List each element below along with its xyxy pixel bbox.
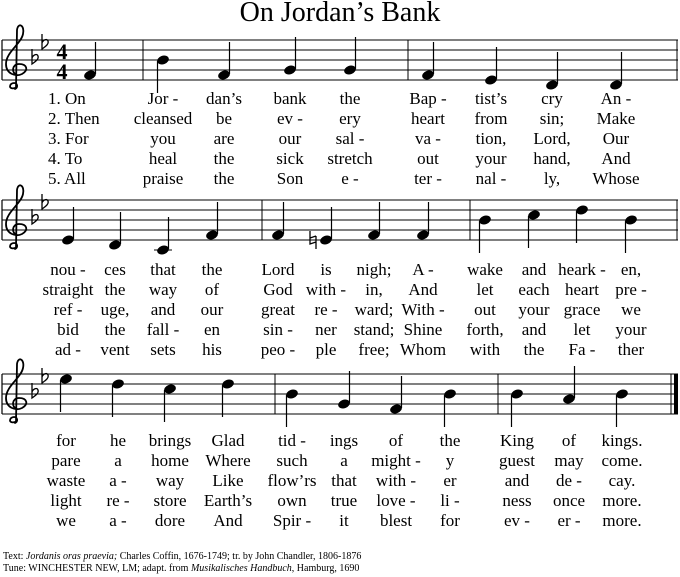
lyric-line [0, 90, 680, 108]
lyric-line [0, 301, 680, 319]
lyric-syllable: waste [46, 471, 86, 490]
lyric-syllable: light [50, 491, 82, 510]
lyric-syllable: heark - [558, 260, 606, 279]
lyric-syllable: he [109, 431, 127, 450]
lyric-syllable: and [521, 320, 547, 339]
lyric-syllable: er - [557, 511, 581, 530]
lyric-syllable: And [408, 280, 438, 299]
lyric-line [0, 341, 680, 359]
lyric-syllable: grace [563, 300, 601, 319]
lyric-syllable: in, [365, 280, 383, 299]
lyric-line [0, 130, 680, 148]
lyric-syllable: a [340, 451, 348, 470]
lyric-syllable: 4. To [48, 149, 83, 168]
lyric-syllable: your [475, 149, 507, 168]
lyric-syllable: great [261, 300, 295, 319]
lyric-syllable: once [552, 491, 586, 510]
lyric-syllable: er [443, 471, 457, 490]
lyric-syllable: a - [109, 511, 127, 530]
lyric-syllable: de - [556, 471, 582, 490]
lyric-syllable: ev - [277, 109, 303, 128]
lyric-syllable: of [388, 431, 404, 450]
lyric-syllable: Jor - [147, 89, 179, 108]
lyric-syllable: ner [315, 320, 337, 339]
lyric-syllable: that [331, 471, 357, 490]
lyric-syllable: 5. All [48, 169, 86, 188]
lyric-syllable: 3. For [48, 129, 89, 148]
lyric-syllable: our [278, 129, 302, 148]
lyric-syllable: pre - [615, 280, 647, 299]
lyric-syllable: the [439, 431, 461, 450]
lyric-syllable: Spir - [272, 511, 312, 530]
lyric-syllable: ple [315, 340, 337, 359]
lyric-syllable: heart [565, 280, 599, 299]
lyric-syllable: pare [51, 451, 81, 470]
lyric-syllable: stretch [327, 149, 373, 168]
lyric-syllable: dan’s [206, 89, 242, 108]
lyric-syllable: sets [150, 340, 176, 359]
lyric-syllable: praise [142, 169, 184, 188]
tune-credit-title: Musikalisches Handbuch [190, 563, 292, 574]
time-signature-top: 4 [56, 39, 68, 64]
lyric-syllable: flow’rs [267, 471, 317, 490]
flat-icon [32, 209, 38, 224]
treble-clef-icon [6, 359, 26, 423]
lyric-syllable: blest [379, 511, 413, 530]
lyric-syllable: A - [412, 260, 434, 279]
lyric-syllable: be [215, 109, 233, 128]
lyric-syllable: fall - [146, 320, 180, 339]
lyric-syllable: store [153, 491, 187, 510]
lyric-syllable: cry [541, 89, 563, 108]
lyric-syllable: bid [57, 320, 79, 339]
lyric-syllable: the [523, 340, 545, 359]
lyric-syllable: ly, [543, 169, 561, 188]
lyric-syllable: ward; [354, 300, 394, 319]
lyric-syllable: for [56, 431, 76, 450]
lyric-syllable: with [469, 340, 501, 359]
lyric-syllable: the [201, 260, 223, 279]
lyric-syllable: vent [100, 340, 130, 359]
lyric-syllable: And [213, 511, 243, 530]
lyric-syllable: tid - [278, 431, 306, 450]
lyric-syllable: Whose [592, 169, 640, 188]
lyric-syllable: the [104, 320, 126, 339]
lyric-syllable: you [150, 129, 176, 148]
flat-icon [32, 383, 38, 398]
lyric-syllable: out [474, 300, 496, 319]
lyric-syllable: tion, [475, 129, 507, 148]
lyric-syllable: let [573, 320, 591, 339]
lyric-syllable: hand, [533, 149, 571, 168]
lyric-syllable: nal - [475, 169, 507, 188]
lyric-syllable: y [445, 451, 455, 470]
lyric-syllable: ev - [504, 511, 530, 530]
lyric-line [0, 150, 680, 168]
lyric-syllable: ces [104, 260, 126, 279]
lyric-syllable: Lord [261, 260, 295, 279]
lyric-syllable: a - [109, 471, 127, 490]
lyric-syllable: sick [276, 149, 304, 168]
lyric-syllable: and [504, 471, 530, 490]
lyric-syllable: we [621, 300, 641, 319]
lyric-syllable: Bap - [409, 89, 447, 108]
lyric-syllable: your [615, 320, 647, 339]
lyric-syllable: Shine [403, 320, 443, 339]
lyric-syllable: it [339, 511, 349, 530]
lyric-syllable: dore [154, 511, 186, 530]
lyric-syllable: for [440, 511, 460, 530]
lyric-syllable: ther [617, 340, 645, 359]
text-credit-prefix: Text: [3, 551, 26, 562]
lyric-syllable: Make [596, 109, 636, 128]
lyric-syllable: we [56, 511, 76, 530]
lyric-syllable: out [417, 149, 439, 168]
lyric-syllable: ings [329, 431, 359, 450]
lyric-syllable: your [518, 300, 550, 319]
lyric-syllable: that [150, 260, 176, 279]
lyric-syllable: e - [341, 169, 359, 188]
lyric-syllable: Fa - [568, 340, 596, 359]
lyric-syllable: with - [375, 471, 417, 490]
lyric-syllable: Our [602, 129, 630, 148]
lyric-syllable: 1. On [48, 89, 86, 108]
lyric-syllable: nou - [50, 260, 86, 279]
flat-icon [42, 34, 48, 49]
lyric-syllable: sin - [263, 320, 293, 339]
lyric-syllable: guest [499, 451, 535, 470]
lyric-syllable: re - [106, 491, 130, 510]
time-signature-bottom: 4 [56, 59, 68, 84]
lyric-line [0, 170, 680, 188]
lyric-syllable: ter - [414, 169, 442, 188]
lyric-syllable: Like [212, 471, 244, 490]
lyric-syllable: An - [600, 89, 632, 108]
lyric-syllable: nigh; [356, 260, 392, 279]
lyric-syllable: re - [314, 300, 338, 319]
lyric-syllable: heal [148, 149, 178, 168]
lyric-syllable: straight [42, 280, 94, 299]
lyric-syllable: love - [376, 491, 416, 510]
lyric-syllable: such [276, 451, 308, 470]
lyric-syllable: and [521, 260, 547, 279]
lyric-syllable: va - [415, 129, 441, 148]
lyric-syllable: the [104, 280, 126, 299]
lyric-syllable: en, [620, 260, 642, 279]
lyric-syllable: and [150, 300, 176, 319]
lyric-syllable: more. [602, 511, 642, 530]
lyric-syllable: home [151, 451, 189, 470]
lyric-syllable: each [518, 280, 550, 299]
flat-icon [32, 49, 38, 64]
lyric-syllable: may [554, 451, 584, 470]
lyric-line [0, 492, 680, 510]
lyric-syllable: sal - [335, 129, 365, 148]
lyric-line [0, 261, 680, 279]
lyric-syllable: of [561, 431, 577, 450]
lyric-syllable: come. [601, 451, 643, 470]
lyric-line [0, 281, 680, 299]
text-credit [3, 551, 361, 562]
lyric-syllable: a [114, 451, 122, 470]
treble-clef-icon [6, 185, 26, 249]
lyric-syllable: the [213, 169, 235, 188]
lyric-syllable: 2. Then [48, 109, 100, 128]
hymn-title: On Jordan’s Bank [239, 0, 441, 28]
tune-credit-rest: , Hamburg, 1690 [291, 563, 360, 574]
lyric-syllable: are [213, 129, 235, 148]
lyric-syllable: our [200, 300, 224, 319]
text-credit-rest: Charles Coffin, 1676-1749; tr. by John Chandler, 1806-1876 [117, 551, 362, 562]
lyric-syllable: cleansed [133, 109, 193, 128]
lyric-syllable: forth, [466, 320, 504, 339]
flat-icon [42, 368, 48, 383]
lyric-syllable: from [474, 109, 508, 128]
lyric-syllable: sin; [539, 109, 565, 128]
lyric-syllable: ery [339, 109, 361, 128]
lyric-syllable: of [204, 280, 220, 299]
lyric-syllable: Where [205, 451, 251, 470]
lyric-syllable: With - [401, 300, 445, 319]
lyric-syllable: his [202, 340, 222, 359]
lyric-syllable: Glad [211, 431, 245, 450]
lyric-syllable: Earth’s [203, 491, 253, 510]
lyric-line [0, 472, 680, 490]
lyric-syllable: own [277, 491, 307, 510]
lyric-syllable: heart [411, 109, 445, 128]
lyric-syllable: And [601, 149, 631, 168]
lyric-syllable: is [320, 260, 332, 279]
lyric-syllable: let [476, 280, 494, 299]
lyric-syllable: ad - [55, 340, 81, 359]
lyric-syllable: free; [358, 340, 390, 359]
tune-credit [3, 563, 359, 574]
lyric-syllable: Lord, [533, 129, 571, 148]
lyric-syllable: stand; [353, 320, 395, 339]
lyric-line [0, 512, 680, 530]
lyric-syllable: way [148, 280, 178, 299]
treble-clef-icon [6, 25, 26, 89]
lyric-line [0, 452, 680, 470]
lyric-syllable: Whom [399, 340, 447, 359]
text-credit-title: Jordanis oras praevia; [25, 551, 118, 562]
lyric-syllable: li - [440, 491, 460, 510]
lyric-syllable: the [339, 89, 361, 108]
lyric-syllable: the [213, 149, 235, 168]
lyric-syllable: more. [602, 491, 642, 510]
lyric-syllable: uge, [100, 300, 130, 319]
flat-icon [42, 194, 48, 209]
lyric-syllable: ref - [53, 300, 83, 319]
lyric-line [0, 110, 680, 128]
lyric-line [0, 321, 680, 339]
lyric-syllable: cay. [608, 471, 636, 490]
lyric-syllable: with - [305, 280, 347, 299]
lyric-syllable: ness [502, 491, 532, 510]
lyric-syllable: Son [276, 169, 304, 188]
lyric-syllable: true [330, 491, 358, 510]
lyric-syllable: bank [273, 89, 307, 108]
lyric-syllable: wake [467, 260, 503, 279]
lyric-syllable: King [500, 431, 534, 450]
lyric-syllable: might - [371, 451, 421, 470]
lyric-syllable: brings [148, 431, 192, 450]
lyric-syllable: peo - [260, 340, 296, 359]
lyric-syllable: God [263, 280, 293, 299]
tune-credit-prefix: Tune: WINCHESTER NEW, LM; adapt. from [3, 563, 191, 574]
lyric-syllable: en [203, 320, 221, 339]
lyric-syllable: kings. [601, 431, 643, 450]
lyric-line [0, 432, 680, 450]
lyric-syllable: tist’s [474, 89, 508, 108]
lyric-syllable: way [155, 471, 185, 490]
